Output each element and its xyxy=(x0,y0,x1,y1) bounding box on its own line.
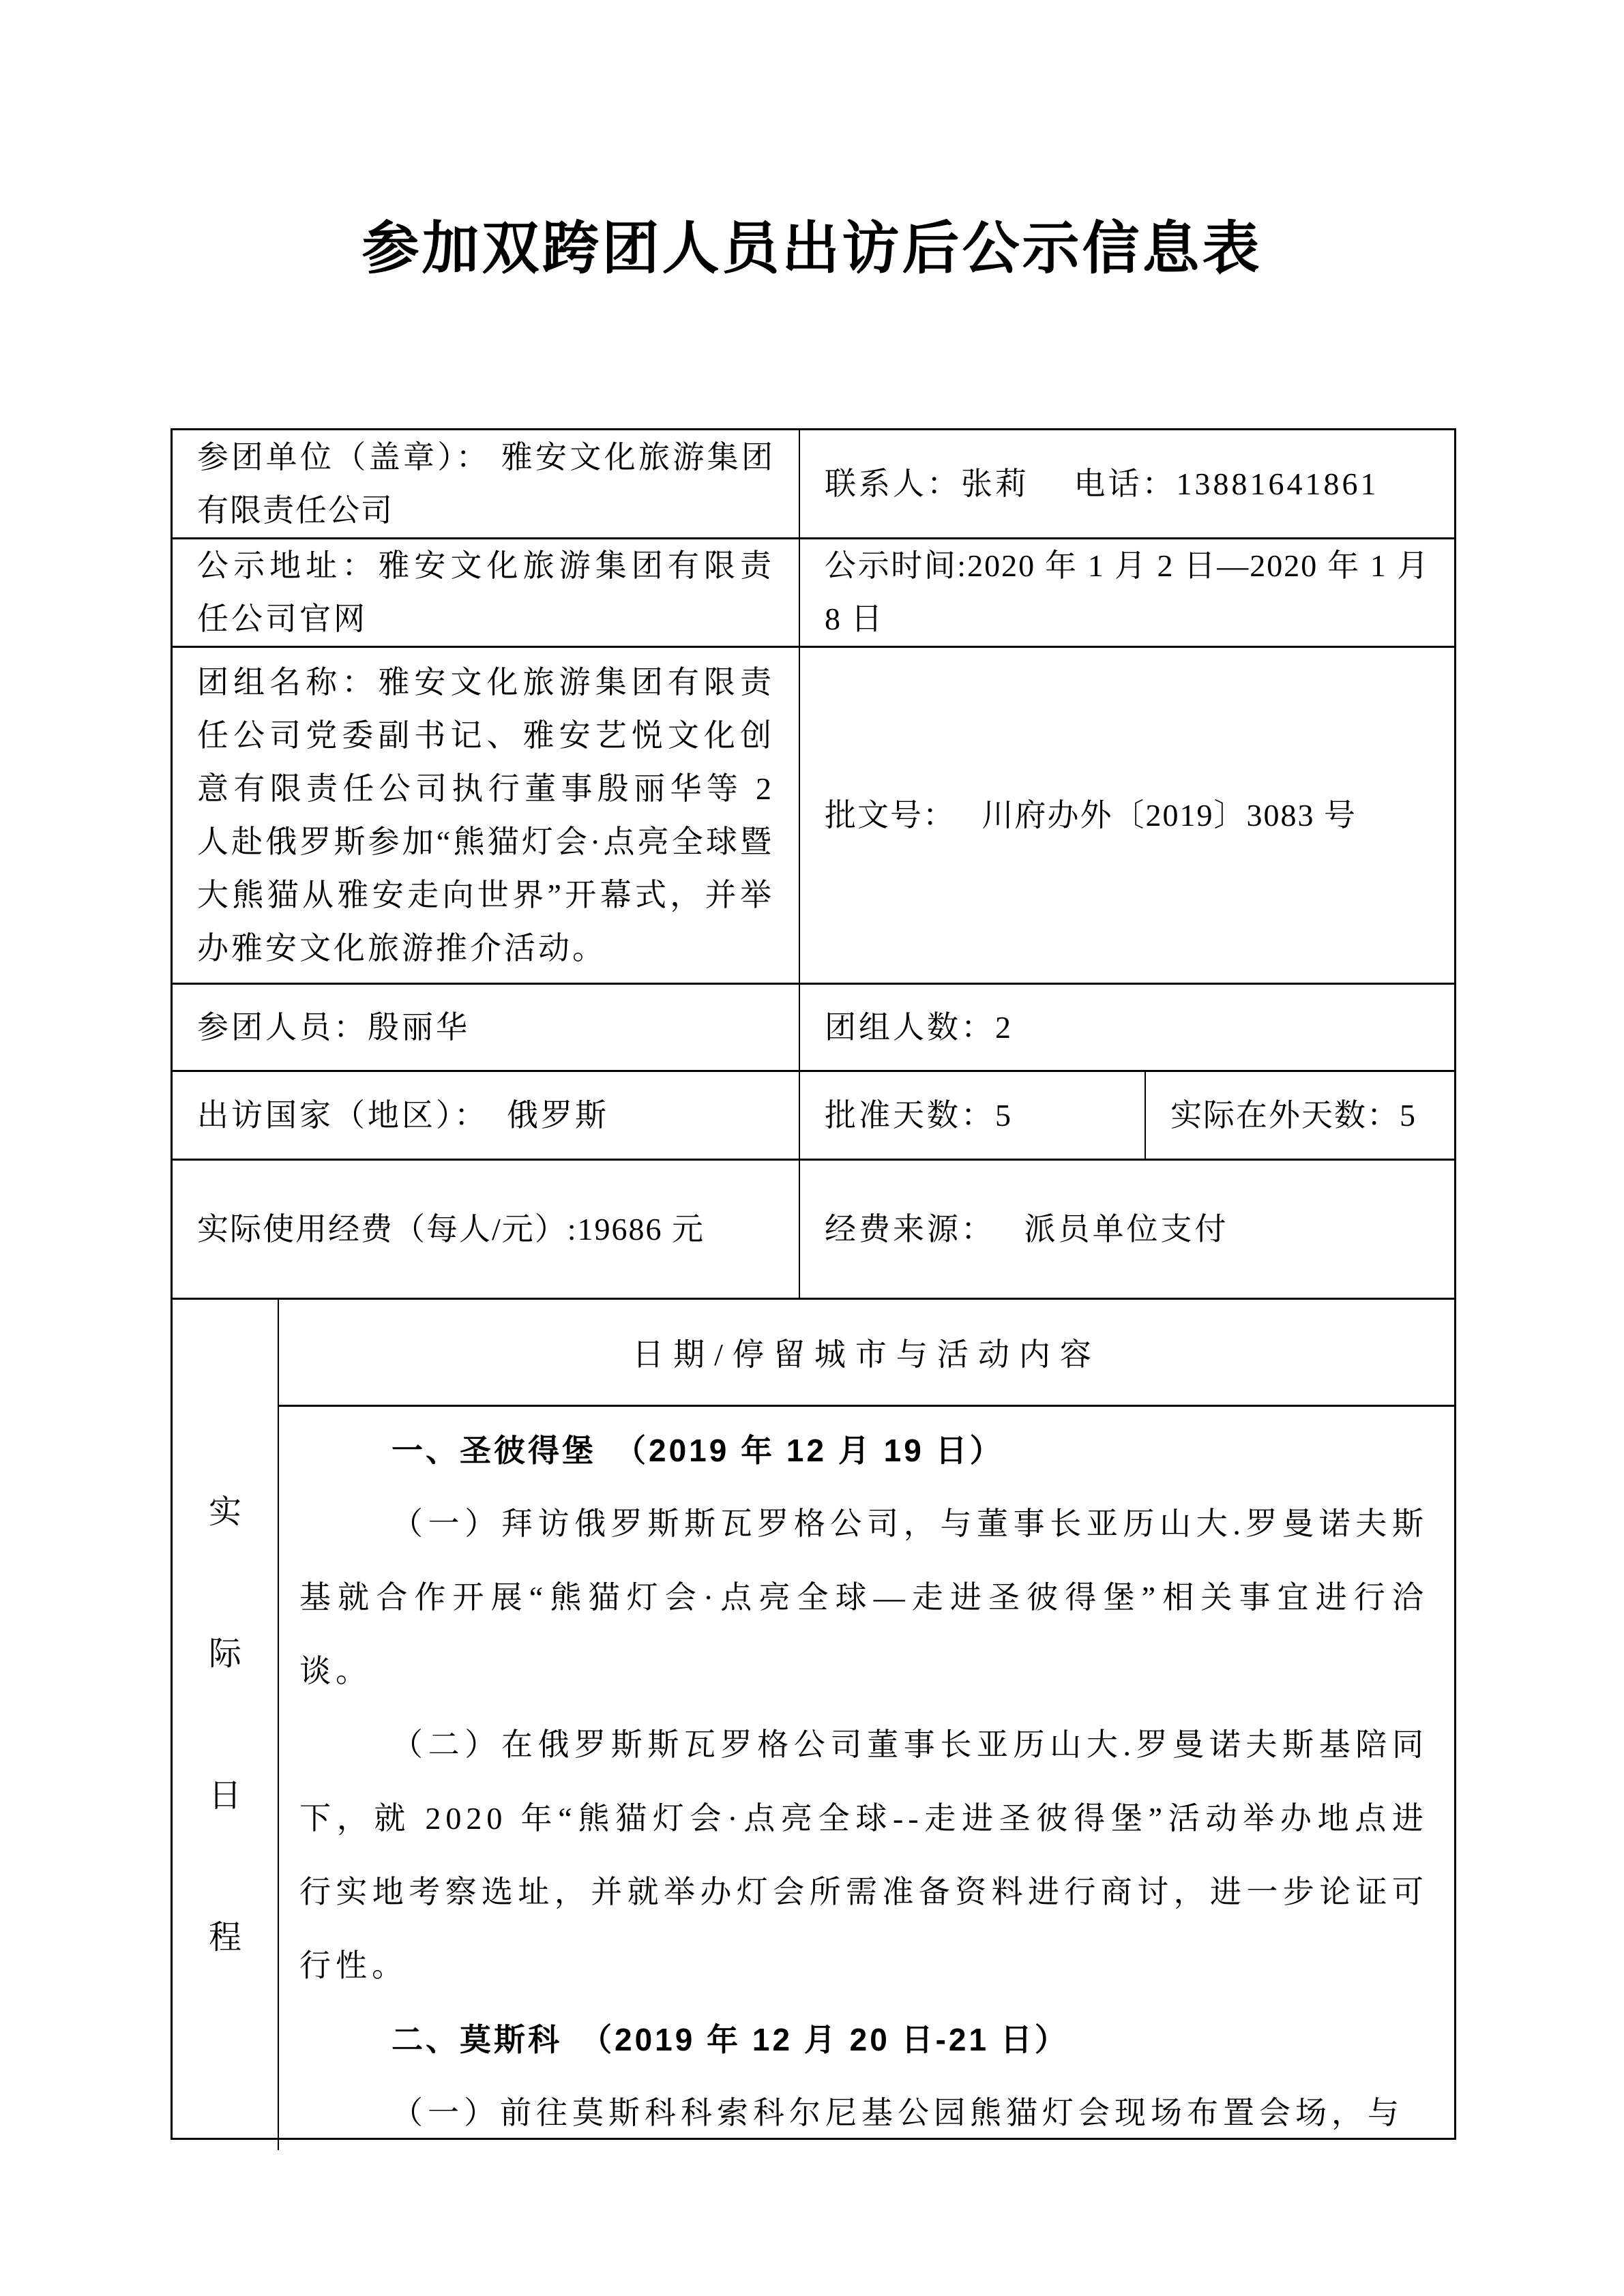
cost-text: 实际使用经费（每人/元）:19686 元 xyxy=(197,1211,705,1247)
cost-source-text: 经费来源： 派员单位支付 xyxy=(825,1211,1229,1247)
row-group-approval xyxy=(173,646,1454,983)
page-title: 参加双跨团人员出访后公示信息表 xyxy=(361,218,1263,281)
approval-no-cell xyxy=(799,648,1454,983)
approved-days-text: 批准天数：5 xyxy=(825,1097,1014,1133)
info-table xyxy=(171,428,1456,2140)
unit-text: 参团单位（盖章）： 雅安文化旅游集团有限责任公司 xyxy=(197,439,774,528)
actual-days-text: 实际在外天数：5 xyxy=(1170,1097,1417,1133)
unit-cell xyxy=(173,430,799,537)
address-text: 公示地址：雅安文化旅游集团有限责任公司官网 xyxy=(197,548,774,636)
countries-cell xyxy=(173,1072,799,1159)
address-cell xyxy=(173,539,799,646)
row-cost-source xyxy=(173,1159,1454,1298)
schedule-item-para-3: （一）前往莫斯科科索科尔尼基公园熊猫灯会现场布置会场，与 xyxy=(392,2096,1404,2130)
schedule-body xyxy=(279,1407,1454,2150)
contact-cell xyxy=(799,430,1454,537)
row-countries-days xyxy=(173,1070,1454,1159)
schedule-header: 日期/停留城市与活动内容 xyxy=(279,1300,1454,1407)
contact-text: 联系人：张莉 电话：13881641861 xyxy=(825,466,1379,501)
approved-days-cell xyxy=(799,1072,1145,1159)
countries-text: 出访国家（地区）： 俄罗斯 xyxy=(197,1097,609,1133)
approval-no-text: 批文号： 川府办外〔2019〕3083 号 xyxy=(825,797,1357,833)
schedule-row-label: 实际日程 xyxy=(208,1493,241,1956)
group-size-text: 团组人数：2 xyxy=(825,1009,1014,1045)
cost-cell xyxy=(173,1161,799,1298)
group-name-cell xyxy=(173,648,799,983)
row-members-size xyxy=(173,983,1454,1070)
schedule-column xyxy=(279,1300,1454,2150)
actual-days-cell xyxy=(1145,1072,1454,1159)
publicity-time-text: 公示时间:2020 年 1 月 2 日—2020 年 1 月 8 日 xyxy=(825,548,1430,636)
members-cell xyxy=(173,985,799,1070)
row-unit-contact xyxy=(173,430,1454,537)
schedule-item-heading-2: 二、莫斯科 （2019 年 12 月 20 日-21 日） xyxy=(392,2022,1069,2057)
schedule-label-cell xyxy=(173,1300,279,2150)
row-address-time xyxy=(173,537,1454,646)
cost-source-cell xyxy=(799,1161,1454,1298)
schedule-item-para-1: （一）拜访俄罗斯斯瓦罗格公司，与董事长亚历山大.罗曼诺夫斯基就合作开展“熊猫灯会·点亮全球—走进圣彼得堡”相关事宜进行洽谈。 xyxy=(299,1506,1428,1688)
schedule-item-para-2: （二）在俄罗斯斯瓦罗格公司董事长亚历山大.罗曼诺夫斯基陪同下，就 2020 年“熊猫灯会·点亮全球--走进圣彼得堡”活动举办地点进行实地考察选址，并就举办灯会所需准备资料进行商讨，进一步论证可行性。 xyxy=(299,1727,1428,1983)
group-size-cell xyxy=(799,985,1454,1070)
schedule-item-heading-1: 一、圣彼得堡 （2019 年 12 月 19 日） xyxy=(392,1433,1004,1468)
row-schedule xyxy=(173,1298,1454,2150)
group-name-text: 团组名称：雅安文化旅游集团有限责任公司党委副书记、雅安艺悦文化创意有限责任公司执行董事殷丽华等 2 人赴俄罗斯参加“熊猫灯会·点亮全球暨大熊猫从雅安走向世界”开幕式，并举办雅安文化旅游推介活动。 xyxy=(197,664,774,966)
members-text: 参团人员：殷丽华 xyxy=(197,1009,470,1045)
publicity-time-cell xyxy=(799,539,1454,646)
